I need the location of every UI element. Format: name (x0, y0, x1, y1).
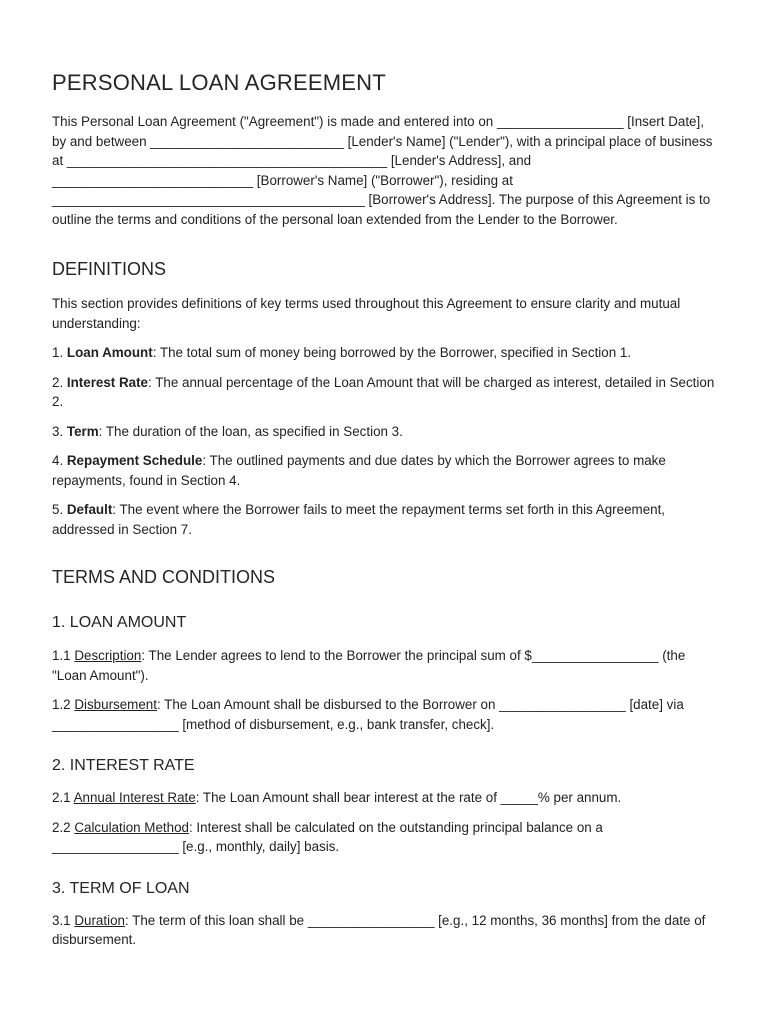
clause: 2.2 Calculation Method: Interest shall be calculated on the outstanding principal balance on a _________________ [e.g., monthly, daily] basis. (52, 819, 603, 854)
clause: 1.1 Description: The Lender agrees to lend to the Borrower the principal sum of $_________________ (the "Loan Amount"). (52, 648, 686, 683)
terms-heading: TERMS AND CONDITIONS (52, 567, 276, 587)
clause: 3.1 Duration: The term of this loan shall be _________________ [e.g., 12 months, 36 months] from the date of disbursement. (52, 912, 706, 947)
definition-item: 2. Interest Rate: The annual percentage of the Loan Amount that will be charged as interest, detailed in Section 2. (52, 374, 715, 409)
definitions-heading: DEFINITIONS (52, 259, 167, 279)
document-page (52, 70, 720, 950)
section-heading: 2. INTEREST RATE (52, 757, 195, 774)
definitions-lead: This section provides definitions of key terms used throughout this Agreement to ensure clarity and mutual understanding: (52, 296, 681, 331)
section-heading: 3. TERM OF LOAN (52, 879, 190, 897)
intro-paragraph: This Personal Loan Agreement ("Agreement") is made and entered into on _________________ [Insert Date], by and between __________________________ [Lender's Name] ("Lender"), with a principal place of business at ___________________________________________ [Lender's Address], and ___________________________ [Borrower's Name] ("Borrower"), residing at __________________________________________ [Borrower's Address]. The purpose of this Agreement is to outline the terms and conditions of the personal loan extended from the Lender to the Borrower. (52, 114, 713, 227)
definition-item: 1. Loan Amount: The total sum of money being borrowed by the Borrower, specified in Section 1. (52, 345, 632, 360)
definition-item: 5. Default: The event where the Borrower fails to meet the repayment terms set forth in this Agreement, addressed in Section 7. (52, 502, 666, 537)
definition-item: 3. Term: The duration of the loan, as specified in Section 3. (52, 423, 403, 439)
definition-item: 4. Repayment Schedule: The outlined payments and due dates by which the Borrower agrees to make repayments, found in Section 4. (52, 453, 666, 488)
clause: 2.1 Annual Interest Rate: The Loan Amount shall bear interest at the rate of _____% per annum. (52, 790, 622, 805)
section-heading: 1. LOAN AMOUNT (52, 614, 187, 631)
clause: 1.2 Disbursement: The Loan Amount shall be disbursed to the Borrower on _________________ [date] via _________________ [method of disbursement, e.g., bank transfer, check]. (52, 697, 684, 732)
document-title: PERSONAL LOAN AGREEMENT (52, 70, 386, 95)
